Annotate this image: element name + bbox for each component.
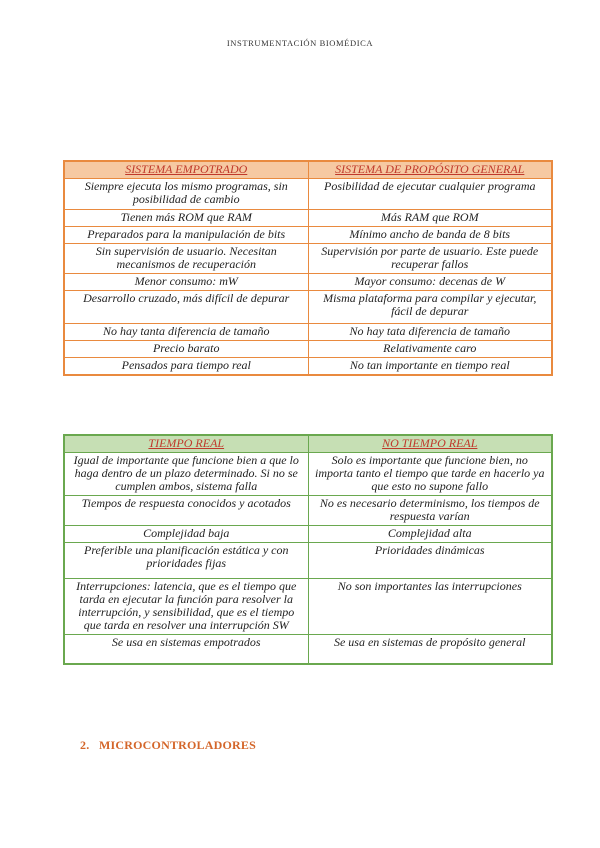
right-cell: Supervisión por parte de usuario. Este puede recuperar fallos: [308, 244, 552, 274]
left-cell: Se usa en sistemas empotrados: [64, 635, 308, 665]
left-cell: Interrupciones: latencia, que es el tiempo que tarda en ejecutar la función para resolver la interrupción, y sensibilidad, que es el tiempo que tarda en resolver una interrupción SW: [64, 579, 308, 635]
table-row: [64, 579, 552, 635]
right-cell: Se usa en sistemas de propósito general: [308, 635, 552, 665]
table-row: [64, 341, 552, 358]
section-number: 2.: [80, 738, 90, 752]
table-row: [64, 244, 552, 274]
right-cell: Más RAM que ROM: [308, 210, 552, 227]
page-header-title: INSTRUMENTACIÓN BIOMÉDICA: [226, 38, 374, 48]
table-row: [64, 179, 552, 210]
left-cell: Preferible una planificación estática y con prioridades fijas: [64, 543, 308, 579]
left-cell: Tienen más ROM que RAM: [64, 210, 308, 227]
left-cell: Tiempos de respuesta conocidos y acotados: [64, 496, 308, 526]
left-cell: Desarrollo cruzado, más difícil de depurar: [64, 291, 308, 324]
left-cell: Igual de importante que funcione bien a que lo haga dentro de un plazo determinado. Si no se cumplen ambos, sistema falla: [64, 453, 308, 496]
header-cell: SISTEMA EMPOTRADO: [64, 161, 308, 179]
right-cell: No son importantes las interrupciones: [308, 579, 552, 635]
right-cell: Misma plataforma para compilar y ejecutar, fácil de depurar: [308, 291, 552, 324]
section-title: MICROCONTROLADORES: [99, 738, 256, 752]
table-row: [64, 274, 552, 291]
table-row: [64, 324, 552, 341]
table-row: [64, 358, 552, 376]
right-cell: Mínimo ancho de banda de 8 bits: [308, 227, 552, 244]
right-cell: No tan importante en tiempo real: [308, 358, 552, 376]
embedded-vs-general-table: [63, 160, 553, 376]
table-row: [64, 227, 552, 244]
realtime-vs-nonrealtime-table: [63, 434, 553, 665]
left-cell: Pensados para tiempo real: [64, 358, 308, 376]
left-cell: Siempre ejecuta los mismo programas, sin posibilidad de cambio: [64, 179, 308, 210]
left-cell: Sin supervisión de usuario. Necesitan mecanismos de recuperación: [64, 244, 308, 274]
right-cell: No es necesario determinismo, los tiempos de respuesta varían: [308, 496, 552, 526]
right-cell: Complejidad alta: [308, 526, 552, 543]
left-cell: Menor consumo: mW: [64, 274, 308, 291]
right-cell: Posibilidad de ejecutar cualquier programa: [308, 179, 552, 210]
header-cell: NO TIEMPO REAL: [308, 435, 552, 453]
table-header-row: [64, 161, 552, 179]
header-cell: TIEMPO REAL: [64, 435, 308, 453]
left-cell: Precio barato: [64, 341, 308, 358]
table-row: [64, 453, 552, 496]
left-cell: Preparados para la manipulación de bits: [64, 227, 308, 244]
table-row: [64, 210, 552, 227]
right-cell: No hay tata diferencia de tamaño: [308, 324, 552, 341]
table-row: [64, 496, 552, 526]
header-cell: SISTEMA DE PROPÓSITO GENERAL: [308, 161, 552, 179]
right-cell: Solo es importante que funcione bien, no importa tanto el tiempo que tarde en hacerlo ya que esto no supone fallo: [308, 453, 552, 496]
table-row: [64, 291, 552, 324]
table-row: [64, 526, 552, 543]
left-cell: Complejidad baja: [64, 526, 308, 543]
right-cell: Relativamente caro: [308, 341, 552, 358]
right-cell: Mayor consumo: decenas de W: [308, 274, 552, 291]
table-row: [64, 635, 552, 665]
section-heading: [80, 738, 256, 753]
table-row: [64, 543, 552, 579]
table-header-row: [64, 435, 552, 453]
left-cell: No hay tanta diferencia de tamaño: [64, 324, 308, 341]
right-cell: Prioridades dinámicas: [308, 543, 552, 579]
